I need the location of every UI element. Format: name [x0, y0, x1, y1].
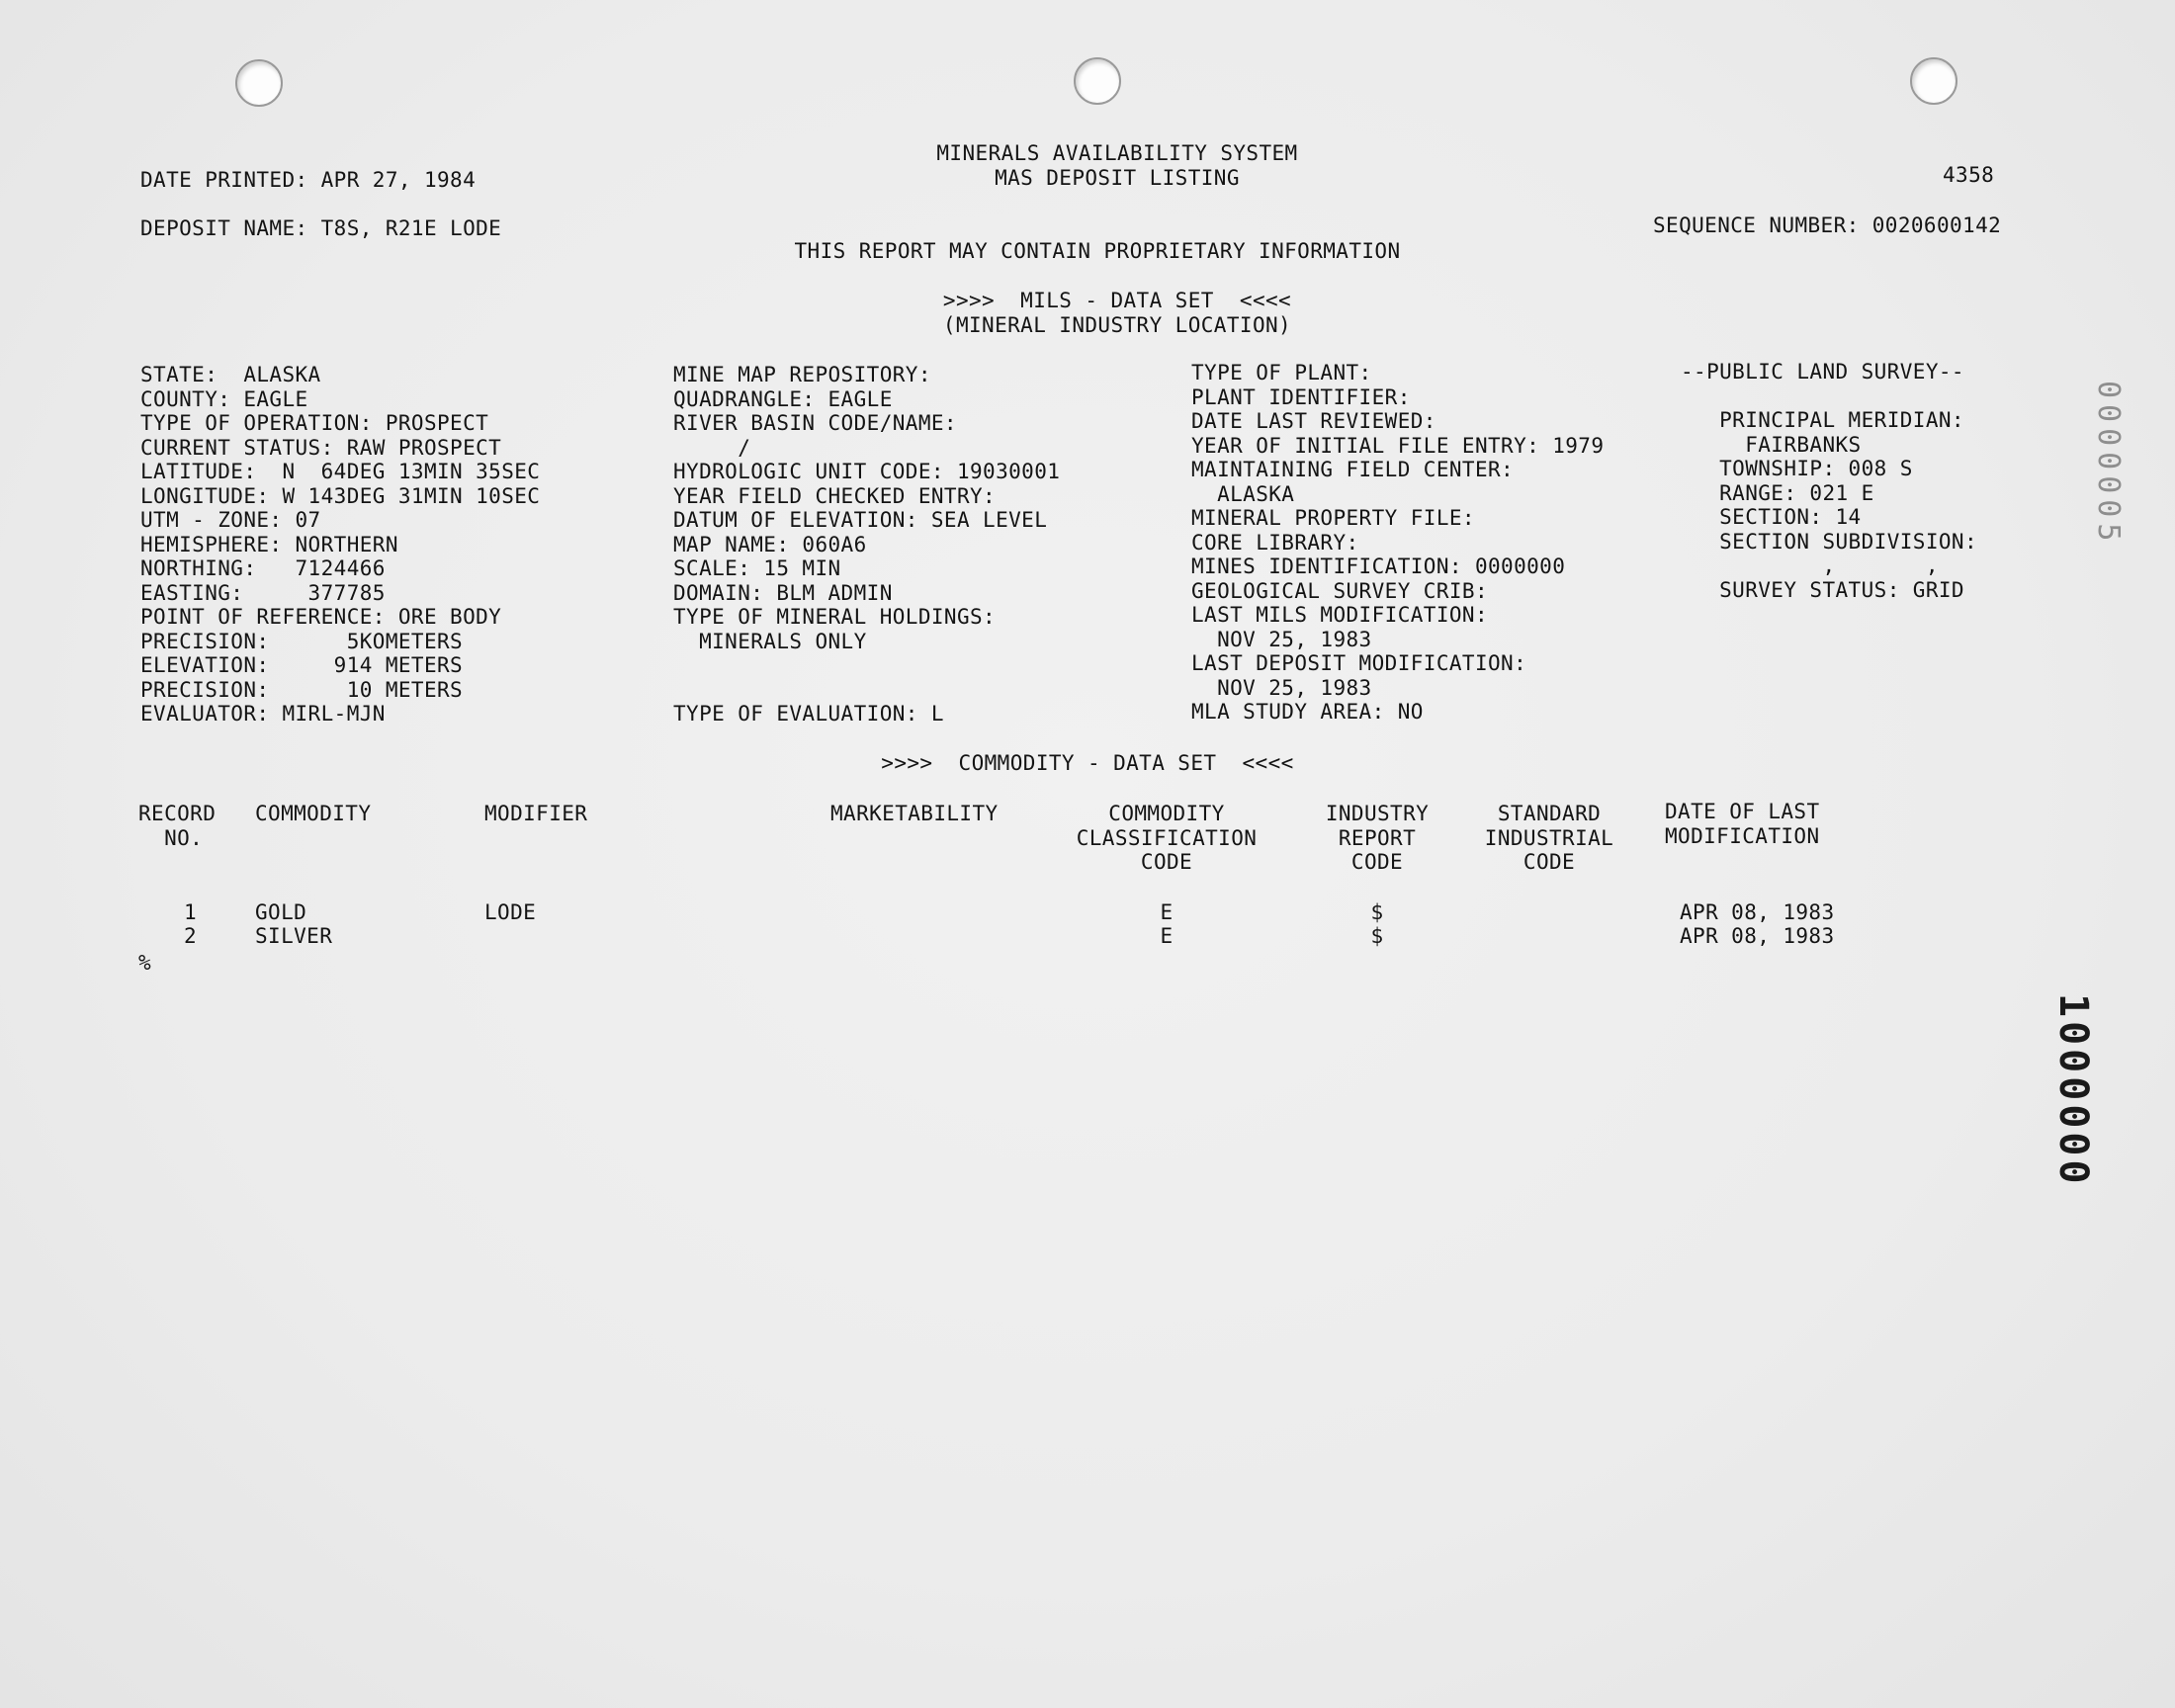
punch-hole — [1074, 57, 1121, 105]
field-line: TYPE OF EVALUATION: L — [673, 702, 944, 726]
field-line: MAP NAME: 060A6 — [673, 532, 867, 556]
field-line: DATUM OF ELEVATION: SEA LEVEL — [673, 508, 1048, 532]
field-line: FAIRBANKS — [1681, 432, 1862, 457]
listing-title: MAS DEPOSIT LISTING — [995, 166, 1240, 190]
mils-column-land-survey — [1681, 360, 1977, 602]
field-line: PLANT IDENTIFIER: — [1191, 384, 1411, 409]
field-line: ELEVATION: 914 METERS — [140, 653, 464, 677]
field-line: TOWNSHIP: 008 S — [1681, 457, 1913, 480]
field-line: PRECISION: 5KOMETERS — [140, 629, 464, 653]
header-standard-industrial-code: STANDARD INDUSTRIAL CODE — [1484, 802, 1614, 874]
field-line: DOMAIN: BLM ADMIN — [673, 580, 893, 605]
proprietary-notice: THIS REPORT MAY CONTAIN PROPRIETARY INFORMATION — [794, 239, 1401, 263]
cell-date: APR 08, 1983 — [1680, 900, 1835, 924]
page-number: 4358 — [1943, 163, 1995, 187]
field-line: GEOLOGICAL SURVEY CRIB: — [1191, 578, 1488, 603]
field-line: SCALE: 15 MIN — [673, 556, 841, 580]
field-line: HYDROLOGIC UNIT CODE: 19030001 — [673, 460, 1061, 483]
cell-industry: $ — [1370, 900, 1384, 924]
field-line: MINERAL PROPERTY FILE: — [1191, 506, 1475, 530]
mils-column-location — [140, 363, 540, 726]
field-line: NOV 25, 1983 — [1191, 675, 1372, 700]
field-line: COUNTY: EAGLE — [140, 386, 308, 411]
header-modifier: MODIFIER — [484, 802, 588, 825]
field-line: MINES IDENTIFICATION: 0000000 — [1191, 555, 1566, 578]
header-commodity: COMMODITY — [255, 802, 372, 825]
field-line: --PUBLIC LAND SURVEY-- — [1681, 360, 1964, 384]
field-line — [673, 653, 1060, 678]
field-line — [1681, 384, 1977, 409]
field-line: CORE LIBRARY: — [1191, 530, 1359, 555]
field-line: DATE LAST REVIEWED: — [1191, 409, 1436, 433]
field-line: LAST MILS MODIFICATION: — [1191, 603, 1488, 627]
mils-section-subtitle: (MINERAL INDUSTRY LOCATION) — [942, 313, 1292, 337]
header-industry-report-code: INDUSTRY REPORT CODE — [1325, 802, 1430, 874]
cell-commodity: GOLD — [255, 900, 307, 924]
cell-date: APR 08, 1983 — [1680, 924, 1835, 948]
field-line: HEMISPHERE: NORTHERN — [140, 532, 398, 556]
cell-modifier: LODE — [484, 900, 537, 924]
field-line: LATITUDE: N 64DEG 13MIN 35SEC — [140, 460, 541, 483]
field-line: PRECISION: 10 METERS — [140, 677, 464, 702]
punch-hole — [1910, 57, 1958, 105]
cell-classification: E — [1160, 900, 1174, 924]
margin-stamp-lower: 1000000 — [2050, 993, 2096, 1188]
field-line — [673, 678, 1060, 703]
field-line: MAINTAINING FIELD CENTER: — [1191, 458, 1515, 481]
header-classification-code: COMMODITY CLASSIFICATION CODE — [1076, 802, 1258, 874]
field-line: STATE: ALASKA — [140, 363, 321, 386]
end-marker: % — [138, 951, 152, 975]
date-printed: DATE PRINTED: APR 27, 1984 — [140, 168, 477, 192]
mils-column-maps — [673, 363, 1060, 726]
commodity-section-title: >>>> COMMODITY - DATA SET <<<< — [881, 751, 1294, 775]
field-line: , , — [1681, 554, 1939, 577]
field-line: TYPE OF PLANT: — [1191, 361, 1372, 384]
field-line: ALASKA — [1191, 481, 1295, 506]
system-title: MINERALS AVAILABILITY SYSTEM — [936, 141, 1298, 165]
punch-hole — [235, 59, 283, 107]
field-line: LONGITUDE: W 143DEG 31MIN 10SEC — [140, 483, 541, 508]
cell-commodity: SILVER — [255, 924, 333, 948]
header-record-no: RECORD NO. — [138, 802, 217, 850]
deposit-name: DEPOSIT NAME: T8S, R21E LODE — [140, 216, 502, 240]
cell-classification: E — [1160, 924, 1174, 948]
mils-column-plant — [1191, 361, 1604, 725]
field-line: UTM - ZONE: 07 — [140, 508, 321, 532]
cell-no: 1 — [184, 900, 198, 924]
field-line: / — [673, 435, 751, 460]
field-line: TYPE OF OPERATION: PROSPECT — [140, 411, 489, 435]
field-line: LAST DEPOSIT MODIFICATION: — [1191, 651, 1527, 675]
header-marketability: MARKETABILITY — [830, 802, 999, 825]
mils-section-title: >>>> MILS - DATA SET <<<< — [942, 289, 1292, 312]
field-line: CURRENT STATUS: RAW PROSPECT — [140, 435, 502, 460]
field-line: RANGE: 021 E — [1681, 480, 1874, 505]
field-line: RIVER BASIN CODE/NAME: — [673, 411, 957, 435]
field-line: MINE MAP REPOSITORY: — [673, 363, 931, 386]
sequence-number: SEQUENCE NUMBER: 0020600142 — [1653, 214, 2002, 237]
field-line: SECTION: 14 — [1681, 505, 1862, 529]
field-line: POINT OF REFERENCE: ORE BODY — [140, 605, 502, 629]
field-line: TYPE OF MINERAL HOLDINGS: — [673, 605, 997, 629]
cell-industry: $ — [1370, 924, 1384, 948]
field-line: NOV 25, 1983 — [1191, 627, 1372, 651]
field-line: SURVEY STATUS: GRID — [1681, 577, 1964, 602]
field-line: EASTING: 377785 — [140, 580, 386, 605]
field-line: PRINCIPAL MERIDIAN: — [1681, 408, 1964, 432]
field-line: QUADRANGLE: EAGLE — [673, 386, 893, 411]
field-line: SECTION SUBDIVISION: — [1681, 529, 1977, 554]
field-line: MLA STUDY AREA: NO — [1191, 700, 1424, 724]
cell-no: 2 — [184, 924, 198, 948]
field-line: MINERALS ONLY — [673, 629, 867, 653]
margin-stamp-upper: 0000005 — [2091, 381, 2126, 548]
field-line: EVALUATOR: MIRL-MJN — [140, 702, 386, 726]
header-date-last-modification: DATE OF LAST MODIFICATION — [1665, 800, 1820, 848]
field-line: YEAR FIELD CHECKED ENTRY: — [673, 483, 997, 508]
field-line: NORTHING: 7124466 — [140, 556, 386, 580]
field-line: YEAR OF INITIAL FILE ENTRY: 1979 — [1191, 433, 1605, 458]
